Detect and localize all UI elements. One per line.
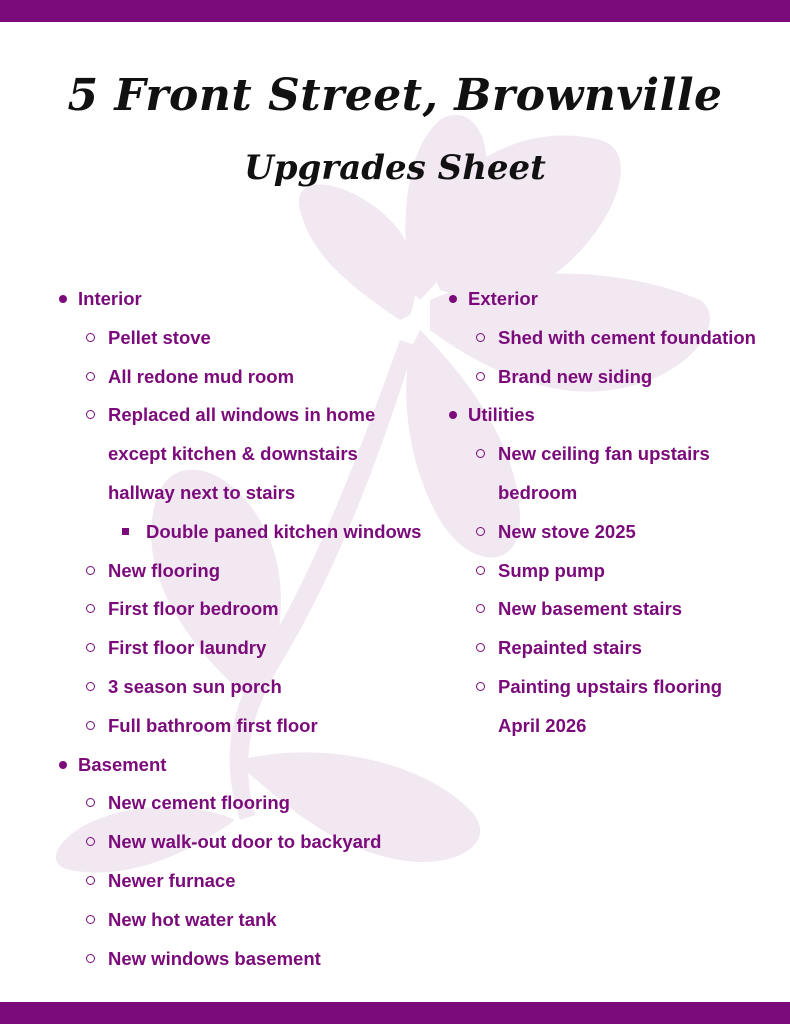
exterior-heading: Exterior (468, 280, 778, 319)
left-column-list (78, 280, 428, 978)
list-item: First floor laundry (78, 629, 428, 668)
list-item: New windows basement (78, 940, 428, 979)
list-item: Newer furnace (78, 862, 428, 901)
list-item: Pellet stove (78, 319, 428, 358)
utilities-heading: Utilities (468, 396, 778, 435)
list-item: New cement flooring (78, 784, 428, 823)
list-item: Replaced all windows in home except kitchen & downstairs hallway next to stairs (78, 396, 428, 512)
list-item: Full bathroom first floor (78, 707, 428, 746)
list-item: Repainted stairs (468, 629, 778, 668)
list-item: New walk-out door to backyard (78, 823, 428, 862)
hollow-bullet-icon (476, 333, 485, 342)
list-item: Sump pump (468, 552, 778, 591)
filled-bullet-icon (449, 295, 457, 303)
list-item: All redone mud room (78, 358, 428, 397)
filled-bullet-icon (59, 295, 67, 303)
interior-heading: Interior (78, 280, 428, 319)
hollow-bullet-icon (86, 333, 95, 342)
list-item: New basement stairs (468, 590, 778, 629)
filled-bullet-icon (59, 761, 67, 769)
bottom-accent-bar (0, 1002, 790, 1024)
hollow-bullet-icon (86, 837, 95, 846)
basement-heading: Basement (78, 746, 428, 785)
hollow-bullet-icon (476, 566, 485, 575)
square-bullet-icon (122, 528, 129, 535)
right-column-list (468, 280, 778, 746)
list-item: Painting upstairs flooring April 2026 (468, 668, 778, 746)
hollow-bullet-icon (86, 643, 95, 652)
hollow-bullet-icon (86, 876, 95, 885)
hollow-bullet-icon (476, 449, 485, 458)
hollow-bullet-icon (86, 604, 95, 613)
hollow-bullet-icon (86, 372, 95, 381)
list-item: 3 season sun porch (78, 668, 428, 707)
document-title: 5 Front Street, Brownville (67, 70, 723, 121)
list-item: New stove 2025 (468, 513, 778, 552)
hollow-bullet-icon (476, 527, 485, 536)
list-item: New flooring (78, 552, 428, 591)
list-item: New hot water tank (78, 901, 428, 940)
hollow-bullet-icon (476, 643, 485, 652)
hollow-bullet-icon (476, 682, 485, 691)
hollow-bullet-icon (86, 798, 95, 807)
hollow-bullet-icon (86, 915, 95, 924)
hollow-bullet-icon (476, 372, 485, 381)
list-item: New ceiling fan upstairs bedroom (468, 435, 778, 513)
hollow-bullet-icon (86, 954, 95, 963)
hollow-bullet-icon (86, 566, 95, 575)
document-subtitle: Upgrades Sheet (244, 148, 546, 188)
list-item: Brand new siding (468, 358, 778, 397)
list-item: Shed with cement foundation (468, 319, 778, 358)
sub-list-item: Double paned kitchen windows (78, 513, 428, 552)
hollow-bullet-icon (86, 682, 95, 691)
hollow-bullet-icon (86, 721, 95, 730)
list-item: First floor bedroom (78, 590, 428, 629)
hollow-bullet-icon (476, 604, 485, 613)
hollow-bullet-icon (86, 410, 95, 419)
